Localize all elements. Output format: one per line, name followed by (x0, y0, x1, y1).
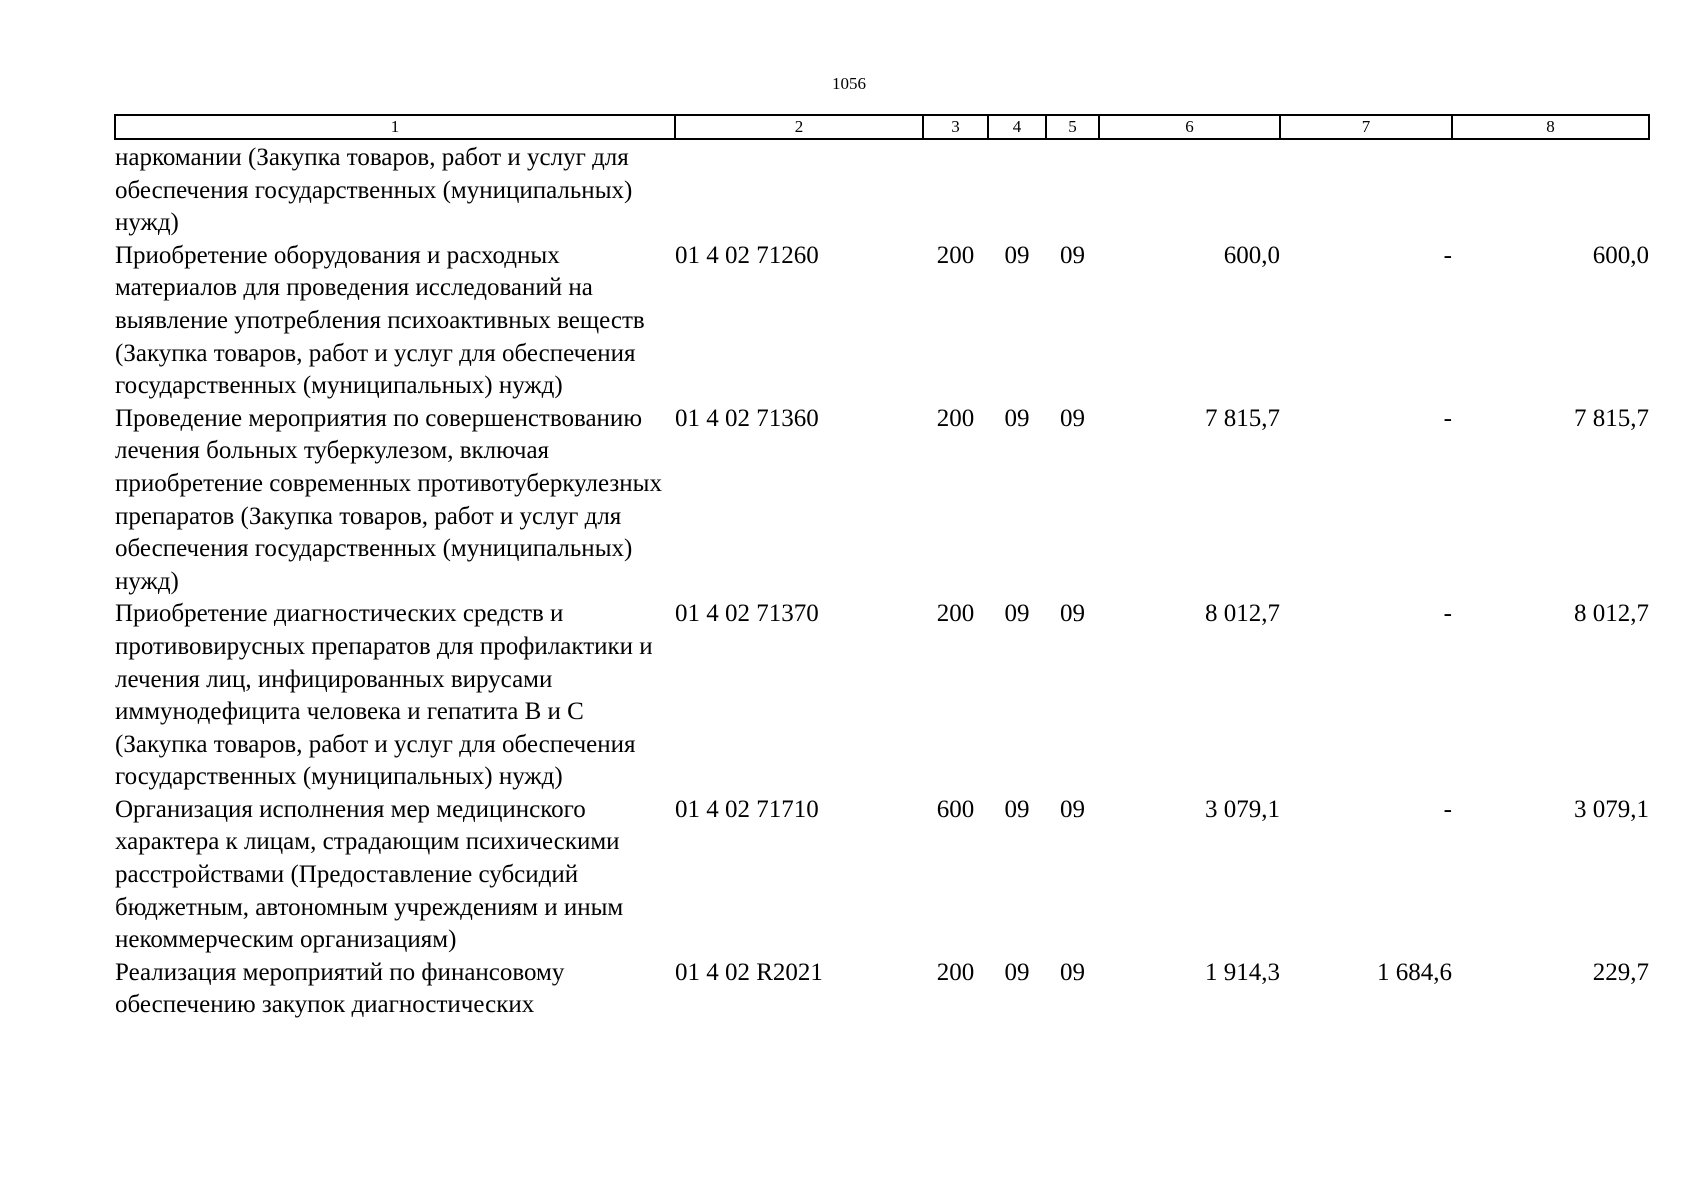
row-subsection: 09 (1060, 241, 1085, 269)
table-row (115, 794, 1649, 957)
row-expense-type: 200 (936, 958, 975, 986)
row-code: 01 4 02 71710 (675, 795, 819, 823)
row-regional: 7 815,7 (1574, 404, 1649, 432)
row-code: 01 4 02 71260 (675, 241, 819, 269)
row-name: Приобретение оборудования и расходных материалов для проведения исследований на выявление употребления психоактивных веществ (Закупка товаров, работ и услуг для обеспечения государственных (муниципальных) нужд) (115, 241, 645, 400)
row-section: 09 (1004, 404, 1030, 432)
budget-table (114, 114, 1650, 1022)
row-federal (1280, 139, 1452, 240)
row-expense-type: 200 (936, 241, 975, 269)
row-name: Проведение мероприятия по совершенствованию лечения больных туберкулезом, включая приобретение современных противотуберкулезных препаратов (Закупка товаров, работ и услуг для обеспечения государственных (муниципальных) нужд) (115, 404, 662, 595)
row-regional: 600,0 (1592, 241, 1649, 269)
row-total: 600,0 (1223, 241, 1280, 269)
row-subsection: 09 (1060, 795, 1085, 823)
row-section: 09 (1004, 795, 1030, 823)
header-col-7: 7 (1280, 115, 1452, 139)
row-total (1099, 139, 1280, 240)
table-row (115, 139, 1649, 240)
header-col-4: 4 (988, 115, 1046, 139)
row-name: наркомании (Закупка товаров, работ и услуг для обеспечения государственных (муниципальных) нужд) (115, 144, 633, 237)
header-col-3: 3 (923, 115, 988, 139)
row-section (988, 139, 1046, 240)
row-code: 01 4 02 R2021 (675, 958, 823, 986)
row-code (675, 139, 923, 240)
row-regional (1452, 139, 1649, 240)
page-number: 1056 (832, 74, 866, 93)
row-subsection: 09 (1060, 958, 1085, 986)
row-regional: 229,7 (1592, 958, 1649, 986)
table-row (115, 240, 1649, 403)
row-regional: 8 012,7 (1574, 600, 1649, 628)
row-subsection: 09 (1060, 404, 1085, 432)
row-name: Приобретение диагностических средств и противовирусных препаратов для профилактики и лечения лиц, инфицированных вирусами иммунодефицита человека и гепатита В и С (Закупка товаров, работ и услуг для обеспечения государственных (муниципальных) нужд) (115, 600, 653, 791)
column-number-header (115, 115, 1649, 139)
row-code: 01 4 02 71370 (675, 600, 819, 628)
row-name: Реализация мероприятий по финансовому обеспечению закупок диагностических (115, 958, 565, 1019)
row-total: 7 815,7 (1205, 404, 1280, 432)
row-code: 01 4 02 71360 (675, 404, 819, 432)
row-name: Организация исполнения мер медицинского характера к лицам, страдающим психическими расстройствами (Предоставление субсидий бюджетным, автономным учреждениям и иным некоммерческим организациям) (115, 795, 624, 954)
row-federal: - (1443, 404, 1452, 432)
header-col-2: 2 (675, 115, 923, 139)
row-section: 09 (1004, 241, 1030, 269)
row-federal: - (1443, 795, 1452, 823)
header-col-1: 1 (115, 115, 675, 139)
row-federal: - (1443, 600, 1452, 628)
table-row (115, 403, 1649, 599)
table-row (115, 598, 1649, 794)
row-federal: - (1443, 241, 1452, 269)
row-expense-type: 600 (936, 795, 975, 823)
header-col-6: 6 (1099, 115, 1280, 139)
row-total: 8 012,7 (1205, 600, 1280, 628)
row-expense-type: 200 (936, 404, 975, 432)
row-expense-type (923, 139, 988, 240)
header-col-8: 8 (1452, 115, 1649, 139)
row-section: 09 (1004, 600, 1030, 628)
row-federal: 1 684,6 (1377, 958, 1452, 986)
header-col-5: 5 (1046, 115, 1099, 139)
row-regional: 3 079,1 (1574, 795, 1649, 823)
row-total: 3 079,1 (1205, 795, 1280, 823)
row-subsection: 09 (1060, 600, 1085, 628)
row-expense-type: 200 (936, 600, 975, 628)
row-subsection (1046, 139, 1099, 240)
row-section: 09 (1004, 958, 1030, 986)
row-total: 1 914,3 (1205, 958, 1280, 986)
table-row (115, 957, 1649, 1022)
